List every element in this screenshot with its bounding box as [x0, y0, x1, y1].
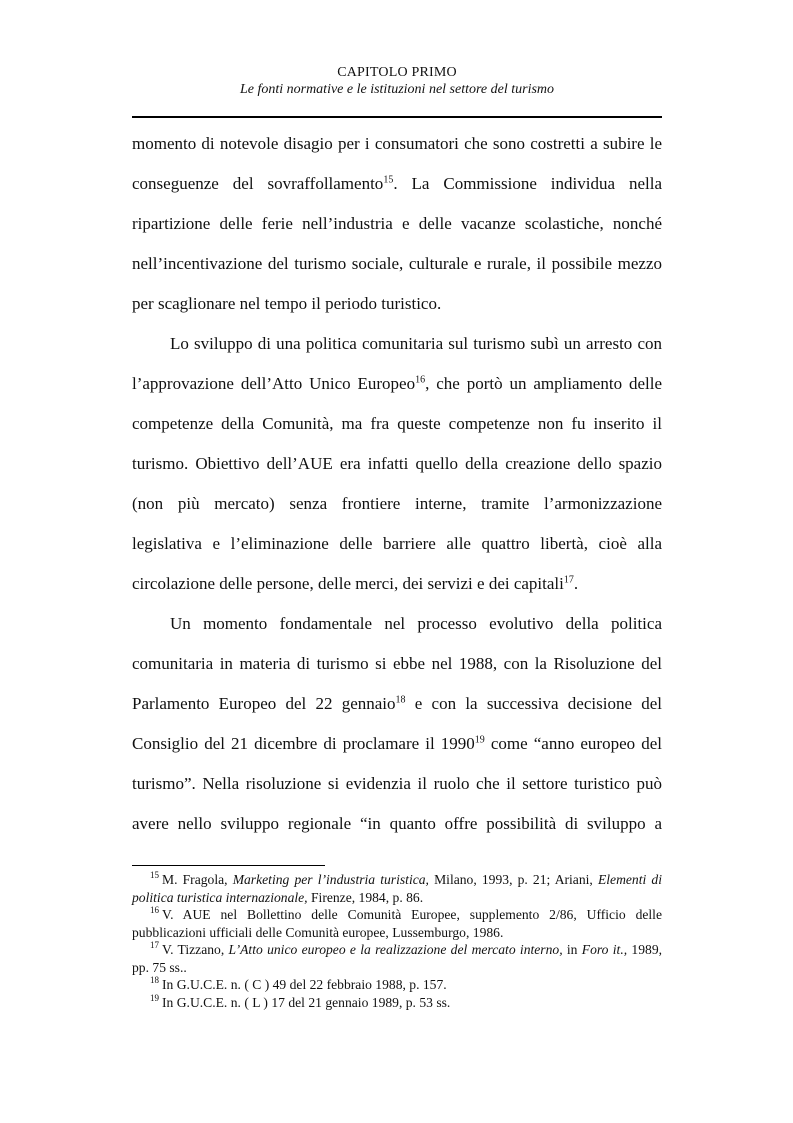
footnote-title: Marketing per l’industria turistica,: [232, 872, 429, 887]
footnote-separator: [132, 865, 325, 866]
footnote-text: In G.U.C.E. n. ( C ) 49 del 22 febbraio 1988, p. 157.: [162, 977, 447, 992]
footnote-number: 17: [150, 940, 159, 951]
footnote-text: M. Fragola,: [162, 872, 233, 887]
footnote-ref-17[interactable]: 17: [563, 574, 574, 586]
footnote-text: in: [562, 942, 582, 957]
paragraph-2-text-a: Lo sviluppo di una politica comunitaria sul turismo subì un arresto con l’approvazione dell’Atto Unico Europeo: [132, 334, 662, 393]
paragraph-3: [132, 604, 662, 844]
header-rule: [132, 116, 662, 118]
footnote-text: 1989, pp. 75 ss..: [132, 942, 663, 975]
footnote-text: V. AUE nel Bollettino delle Comunità Europee, supplemento 2/86, Ufficio delle pubblicazioni ufficiali delle Comunità europee, Lussemburgo, 1986.: [132, 907, 662, 940]
chapter-title: CAPITOLO PRIMO: [337, 65, 457, 80]
paragraph-1-text-a: momento di notevole disagio per i consumatori che sono costretti a subire le conseguenze del sovraffollamento: [132, 134, 662, 193]
paragraph-3-text-b: e con la successiva decisione del Consiglio del 21 dicembre di proclamare il 1990: [132, 694, 662, 753]
footnote-text: In G.U.C.E. n. ( L ) 17 del 21 gennaio 1989, p. 53 ss.: [162, 994, 451, 1010]
footnote-ref-19[interactable]: 19: [474, 734, 485, 746]
footnote-18: [132, 976, 662, 994]
paragraph-1-text-b: . La Commissione individua nella ripartizione delle ferie nell’industria e delle vacanze scolastiche, nonché nell’incentivazione del turismo sociale, culturale e rurale, il possibile mezzo per scaglionare nel tempo il periodo turistico.: [132, 174, 662, 313]
body-text: [132, 124, 662, 844]
footnote-ref-15[interactable]: 15: [383, 174, 394, 186]
footnote-19: [132, 994, 662, 1012]
paragraph-2-text-c: .: [573, 574, 579, 593]
footnote-number: 18: [150, 975, 159, 986]
footnote-ref-16[interactable]: 16: [415, 374, 426, 386]
footnote-text: Milano, 1993, p. 21; Ariani,: [428, 872, 598, 887]
footnote-title: Elementi di politica turistica internazionale,: [132, 872, 662, 905]
footnotes: [132, 871, 662, 1011]
footnote-ref-18[interactable]: 18: [395, 694, 406, 706]
footnote-16: [132, 906, 662, 941]
paragraph-3-text-c: come “anno europeo del turismo”. Nella risoluzione si evidenzia il ruolo che il settore turistico può avere nello sviluppo regionale “in quanto offre possibilità di sviluppo a: [132, 734, 662, 833]
running-header: [132, 64, 662, 98]
footnote-text: V. Tizzano,: [162, 942, 229, 957]
paragraph-3-text-a: Un momento fondamentale nel processo evolutivo della politica comunitaria in materia di turismo si ebbe nel 1988, con la Risoluzione del Parlamento Europeo del 22 gennaio: [132, 614, 662, 713]
chapter-subtitle: Le fonti normative e le istituzioni nel settore del turismo: [239, 82, 555, 97]
paragraph-2: [132, 324, 662, 604]
footnote-number: 19: [150, 992, 159, 1003]
footnote-title: Foro it.,: [581, 942, 628, 957]
footnote-17: [132, 941, 662, 976]
paragraph-1: [132, 124, 662, 324]
footnote-number: 15: [150, 870, 159, 881]
footnote-number: 16: [150, 905, 159, 916]
paragraph-2-text-b: , che portò un ampliamento delle competenze della Comunità, ma fra queste competenze non fu inserito il turismo. Obiettivo dell’AUE era infatti quello della creazione dello spazio (non più mercato) senza frontiere interne, tramite l’armonizzazione legislativa e l’eliminazione delle barriere alle quattro libertà, cioè alla circolazione delle persone, delle merci, dei servizi e dei capitali: [132, 374, 662, 593]
footnote-text: Firenze, 1984, p. 86.: [307, 889, 424, 905]
footnote-title: L’Atto unico europeo e la realizzazione del mercato interno,: [228, 942, 563, 957]
footnote-15: [132, 871, 662, 906]
